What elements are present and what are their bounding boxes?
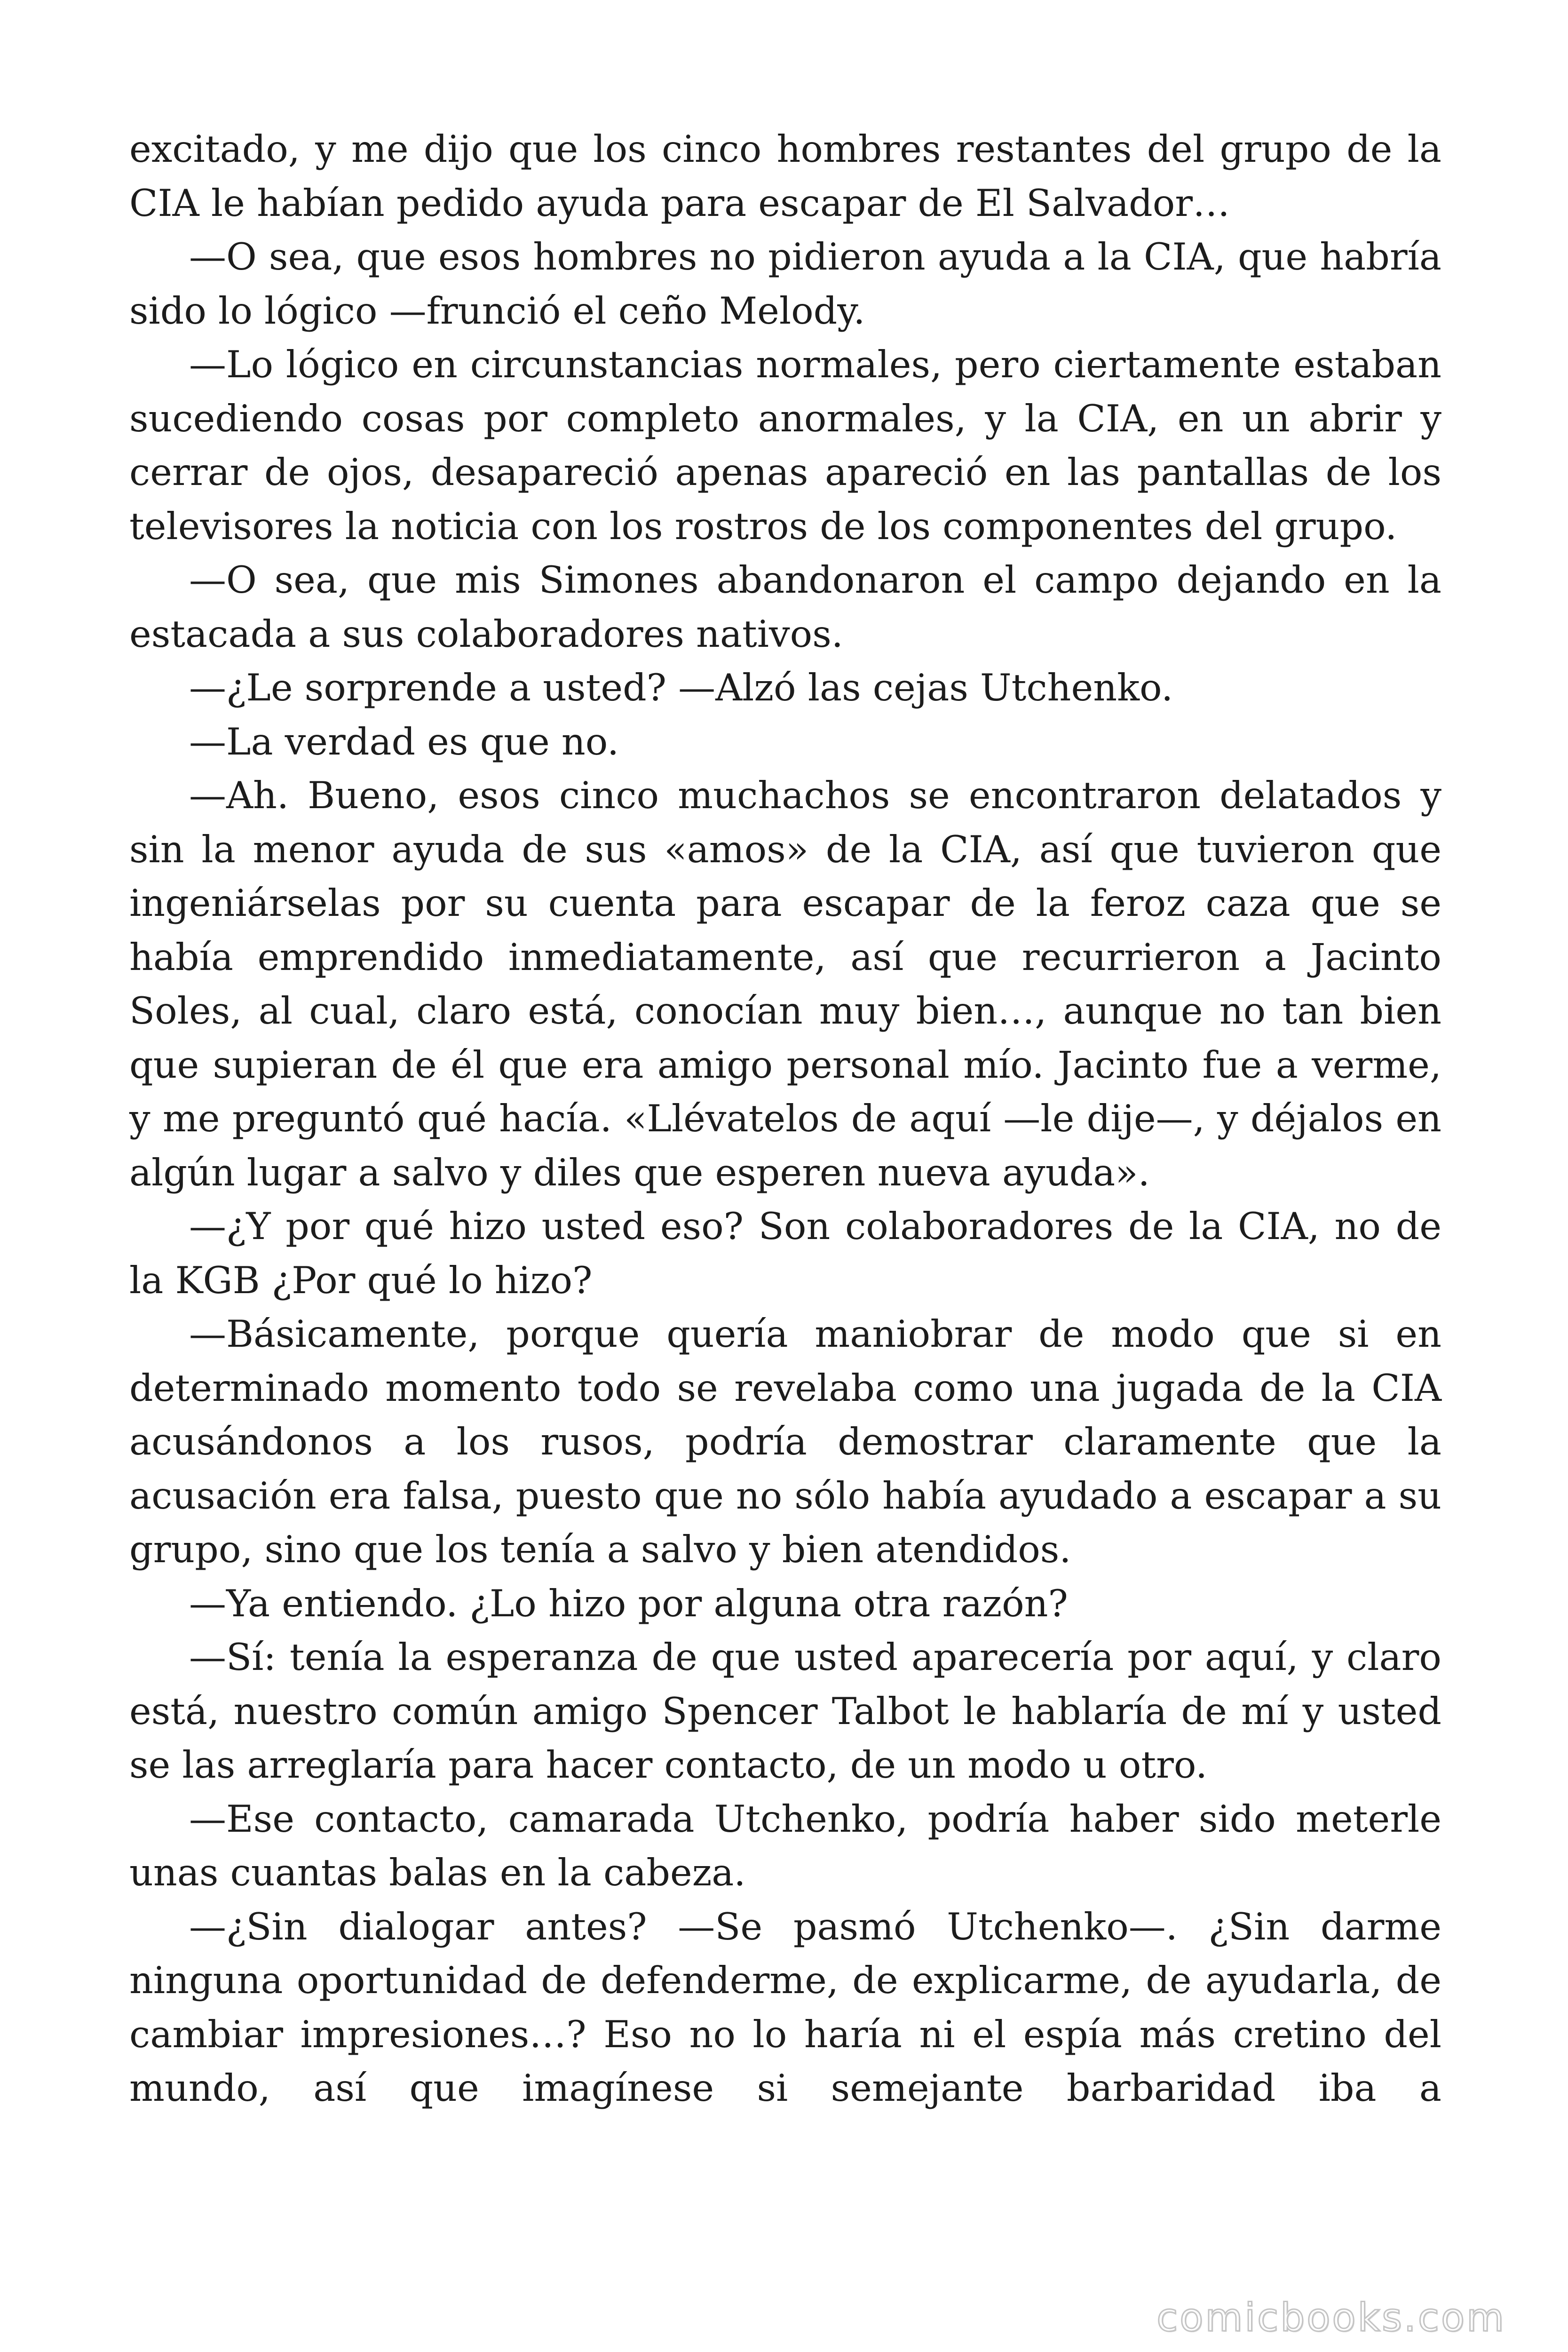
paragraph-4: —O sea, que mis Simones abandonaron el campo dejando en la estacada a sus colaboradores nativos.: [129, 558, 1441, 656]
paragraph-8: —¿Y por qué hizo usted eso? Son colaboradores de la CIA, no de la KGB ¿Por qué lo hizo?: [129, 1205, 1441, 1302]
paragraph-11: —Sí: tenía la esperanza de que usted aparecería por aquí, y claro está, nuestro común amigo Spencer Talbot le hablaría de mí y usted se las arreglaría para hacer contacto, de un modo u otro.: [129, 1636, 1441, 1787]
paragraph-7: —Ah. Bueno, esos cinco muchachos se encontraron delatados y sin la menor ayuda de sus «amos» de la CIA, así que tuvieron que ingeniárselas por su cuenta para escapar de la feroz caza que se había emprendido inmediatamente, así que recurrieron a Jacinto Soles, al cual, claro está, conocían muy bien…, aunque no tan bien que supieran de él que era amigo personal mío. Jacinto fue a verme, y me preguntó qué hacía. «Llévatelos de aquí —le dije—, y déjalos en algún lugar a salvo y diles que esperen nueva ayuda».: [129, 774, 1441, 1194]
paragraph-12: —Ese contacto, camarada Utchenko, podría haber sido meterle unas cuantas balas en la cabeza.: [129, 1797, 1441, 1894]
paragraph-5: —¿Le sorprende a usted? —Alzó las cejas Utchenko.: [189, 666, 1173, 709]
body-text: [129, 122, 1441, 2115]
paragraph-9: —Básicamente, porque quería maniobrar de modo que si en determinado momento todo se revelaba como una jugada de la CIA acusándonos a los rusos, podría demostrar claramente que la acusación era falsa, puesto que no sólo había ayudado a escapar a su grupo, sino que los tenía a salvo y bien atendidos.: [129, 1312, 1441, 1571]
paragraph-1: excitado, y me dijo que los cinco hombres restantes del grupo de la CIA le habían pedido ayuda para escapar de El Salvador…: [129, 127, 1441, 225]
paragraph-6: —La verdad es que no.: [189, 720, 619, 763]
paragraph-10: —Ya entiendo. ¿Lo hizo por alguna otra razón?: [189, 1581, 1068, 1625]
paragraph-2: —O sea, que esos hombres no pidieron ayuda a la CIA, que habría sido lo lógico —frunció el ceño Melody.: [129, 235, 1441, 333]
watermark: comicbooks.com: [1156, 2296, 1506, 2340]
paragraph-13: —¿Sin dialogar antes? —Se pasmó Utchenko—. ¿Sin darme ninguna oportunidad de defenderme, de explicarme, de ayudarla, de cambiar impresiones…? Eso no lo haría ni el espía más cretino del mundo, así que imagínese si semejante barbaridad iba a: [129, 1905, 1441, 2110]
paragraph-3: —Lo lógico en circunstancias normales, pero ciertamente estaban sucediendo cosas por completo anormales, y la CIA, en un abrir y cerrar de ojos, desapareció apenas apareció en las pantallas de los televisores la noticia con los rostros de los componentes del grupo.: [129, 343, 1441, 548]
